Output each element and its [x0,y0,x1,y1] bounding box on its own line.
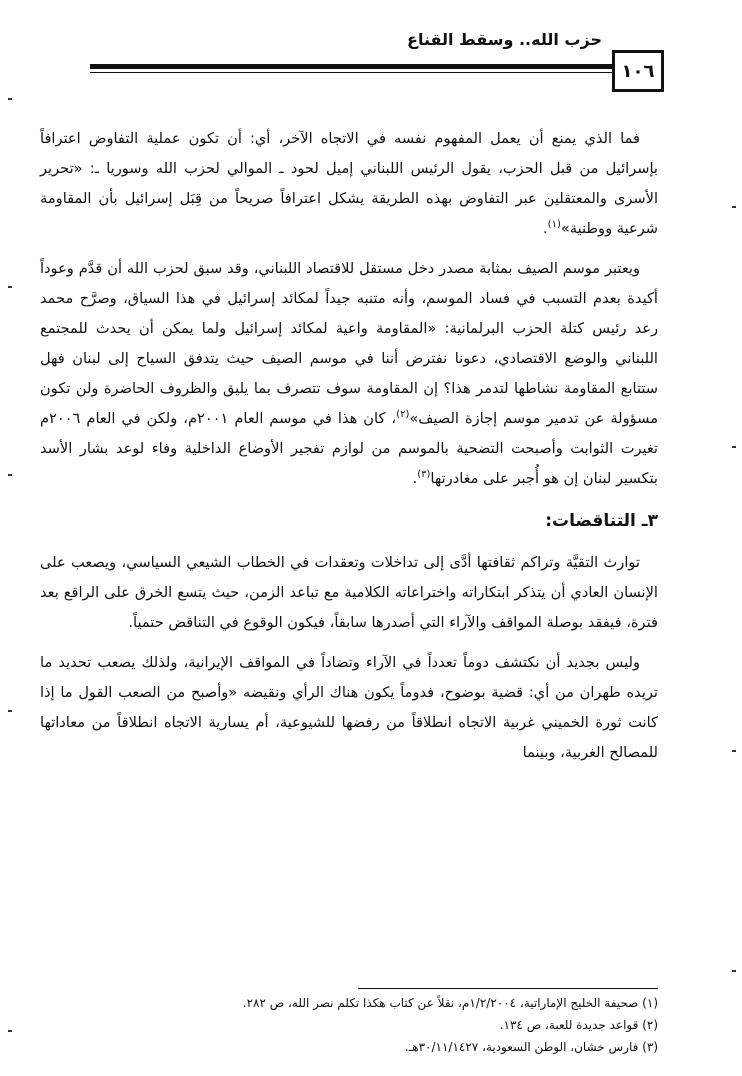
paragraph-2-continuation: ، كان هذا في موسم العام ٢٠٠١م، ولكن في العام ٢٠٠٦م تغيرت الثوابت وأصبحت التضحية بالموسم من لوازم تفجير الأوضاع الداخلية وفاء لوعد بشار الأسد بتكسير لبنان إن هو أُجبر على مغادرتها [40,410,658,487]
paragraph-4: وليس بجديد أن نكتشف دوماً تعدداً في الآراء وتضاداً في المواقف الإيرانية، ولذلك يصعب تحديد ما تريده طهران من أي: قضية بوضوح، فدوماً يكون هناك الرأي ونقيضه «وأصبح من الصعب القول ما إذا كانت ثورة الخميني غربية الاتجاه انطلاقاً من رفضها للشيوعية، أم يسارية الاتجاه انطلاقاً من معاداتها للمصالح الغربية، وبينما [40,654,658,761]
margin-mark [732,206,736,208]
footnote-ref-2: (٢) [396,409,410,421]
footnote-2: (٢) قواعد جديدة للعبة، ص ١٣٤. [499,1018,658,1032]
body-text [40,124,658,778]
header-rule-thin [90,72,620,73]
footnote-ref-1: (١) [547,219,561,231]
paragraph-2-end: . [412,470,418,487]
footnote-3: (٣) فارس خشان، الوطن السعودية، ٣٠/١١/١٤٢٧هـ. [404,1040,658,1054]
paragraph-1 [40,124,658,244]
footnote-rule [358,988,658,989]
page-number [612,50,664,92]
paragraph-3: توارث التقيَّة وتراكم ثقافتها أدَّى إلى تداخلات وتعقدات في الخطاب الشيعي السياسي، ويصعب على الإنسان العادي أن يتذكر ابتكاراته واختراعاته الكلامية مع تباعد الزمن، حيث يتسع الخرق على الراقع بعد فترة، فيفقد بوصلة المواقف والآراء التي أصدرها سابقاً، فيكون الوقوع في التناقض حتمياً. [40,554,658,631]
paragraph-1-text: فما الذي يمنع أن يعمل المفهوم نفسه في الاتجاه الآخر، أي: أن تكون عملية التفاوض اعترافاً بإسرائيل من قبل الحزب، يقول الرئيس اللبناني إميل لحود ـ الموالي لحزب الله وسوريا ـ: «تحرير الأسرى والمعتقلين عبر التفاوض بهذه الطريقة يشكل اعترافاً صريحاً من قِبَل إسرائيل بأن المقاومة شرعية ووطنية» [40,130,658,237]
margin-mark [732,446,736,448]
running-title: حزب الله.. وسقط القناع [407,30,602,49]
paragraph-2 [40,254,658,494]
margin-mark [8,474,12,476]
paragraph-1-end: . [543,220,548,237]
footnote-1: (١) صحيفة الخليج الإماراتية، ١/٢/٢٠٠٤م، نقلاً عن كتاب هكذا تكلم نصر الله، ص ٢٨٢. [242,996,658,1010]
header-rule [90,64,620,69]
margin-mark [8,710,12,712]
page-number-text: ١٠٦ [621,60,655,82]
paragraph-2-text: ويعتبر موسم الصيف بمثابة مصدر دخل مستقل للاقتصاد اللبناني، وقد سبق لحزب الله أن قدَّم وعوداً أكيدة بعدم التسبب في فساد الموسم، وأنه متنبه جيداً لمكائد إسرائيل في هذا السياق، وصرَّح محمد رعد رئيس كتلة الحزب البرلمانية: «المقاومة واعية لمكائد إسرائيل ولما يمكن أن يحدث للمجتمع اللبناني والوضع الاقتصادي، دعونا نفترض أننا في موسم الصيف حيث يتدفق السياح إلى لبنان فهل ستتابع المقاومة نشاطها لتدمر هذا؟ إن المقاومة سوف تتصرف بما يليق والظروف الحاضرة ولن تكون مسؤولة عن تدمير موسم إجازة الصيف» [40,260,659,427]
margin-mark [8,286,12,288]
footnote-ref-3: (٣) [417,469,431,481]
margin-mark [8,1030,12,1032]
margin-mark [732,750,736,752]
margin-mark [8,98,12,100]
footnotes [40,992,658,1058]
section-heading: ٣ـ التناقضات: [545,511,658,531]
margin-mark [732,970,736,972]
